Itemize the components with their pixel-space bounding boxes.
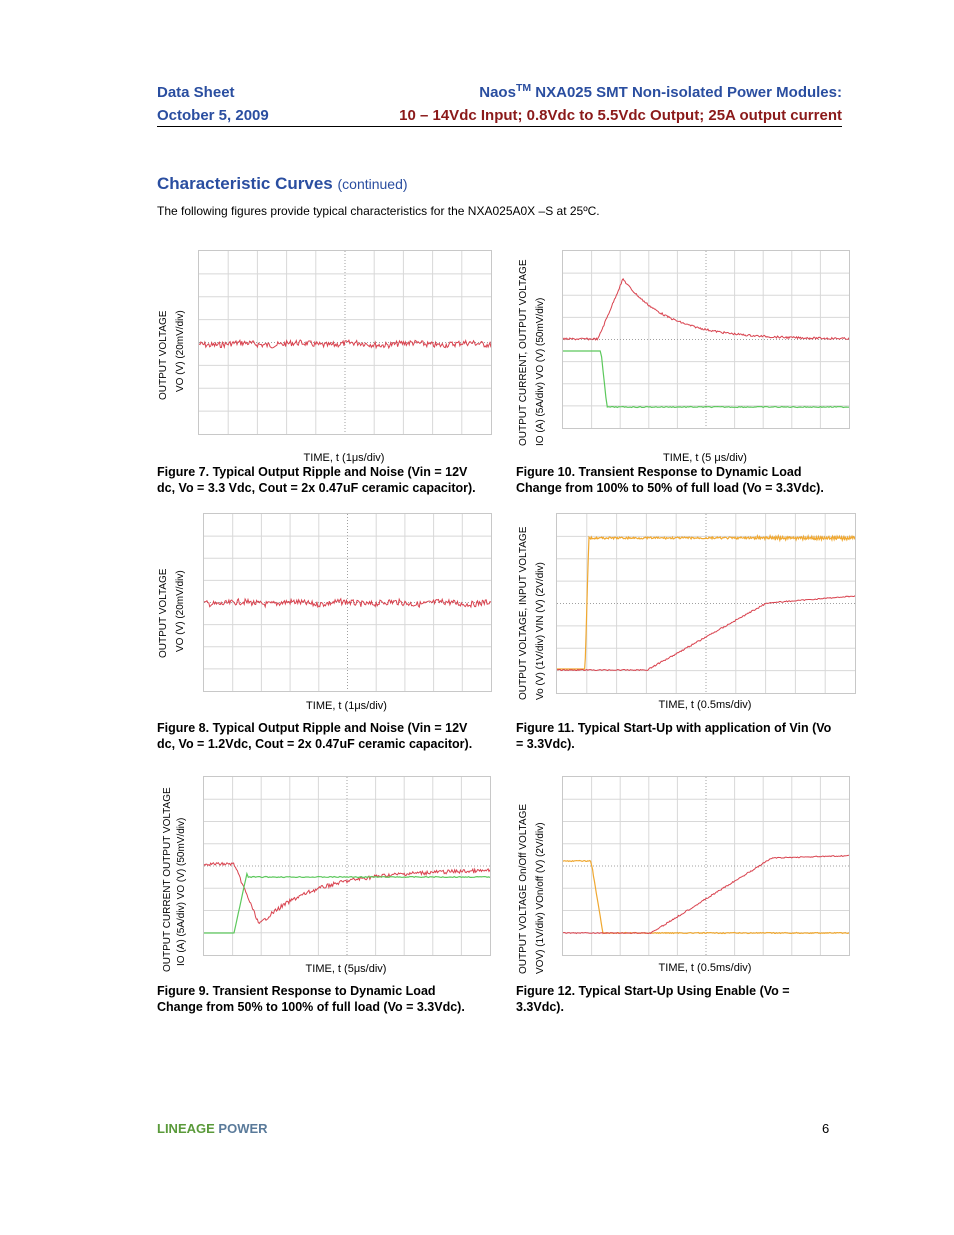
fig11-xlabel: TIME, t (0.5ms/div) — [658, 699, 752, 711]
fig8-caption — [157, 720, 472, 752]
fig7-svg — [199, 251, 491, 434]
product-series: NXA025 SMT Non-isolated Power Modules: — [531, 84, 842, 101]
fig8-svg — [204, 514, 491, 691]
header-rule — [157, 126, 842, 127]
fig12-plot — [562, 776, 850, 956]
fig8-plot — [203, 513, 492, 692]
fig12-svg — [563, 777, 849, 955]
fig8-xlabel: TIME, t (1μs/div) — [306, 700, 387, 712]
fig8-caption-line2: dc, Vo = 1.2Vdc, Cout = 2x 0.47uF ceramic capacitor). — [157, 737, 473, 751]
fig10-caption — [516, 464, 824, 496]
fig8-output-trace — [204, 599, 491, 607]
fig7-caption-line2: dc, Vo = 3.3 Vdc, Cout = 2x 0.47uF ceramic capacitor). — [157, 481, 476, 495]
fig7-xlabel: TIME, t (1μs/div) — [303, 452, 385, 464]
fig9-ylabel-2: IO (A) (5A/div) VO (V) (50mV/div) — [176, 817, 187, 966]
fig10-plot — [562, 250, 850, 429]
doc-type: Data Sheet — [157, 84, 235, 101]
section-title-text: Characteristic Curves — [157, 174, 333, 193]
fig12-caption-line1: Figure 12. Typical Start-Up Using Enable (Vo = — [516, 984, 790, 998]
fig11-svg — [557, 514, 855, 693]
fig10-caption-line2: Change from 100% to 50% of full load (Vo = 3.3Vdc). — [516, 481, 824, 495]
fig9-caption — [157, 983, 465, 1015]
footer-brand-2: POWER — [218, 1121, 268, 1136]
fig7-caption-line1: Figure 7. Typical Output Ripple and Noise (Vin = 12V — [157, 465, 468, 479]
fig12-caption — [516, 983, 790, 1015]
product-spec: 10 – 14Vdc Input; 0.8Vdc to 5.5Vdc Output; 25A output current — [399, 107, 842, 124]
fig12-caption-line2: 3.3Vdc). — [516, 1000, 564, 1014]
fig11-caption-line1: Figure 11. Typical Start-Up with application of Vin (Vo — [516, 721, 832, 735]
section-title — [157, 174, 408, 194]
fig9-ylabel-1: OUTPUT CURRENT OUTPUT VOLTAGE — [162, 787, 173, 972]
fig8-ylabel-2: VO (V) (20mV/div) — [175, 570, 186, 652]
fig11-vout-trace — [557, 596, 855, 671]
fig10-ylabel-1: OUTPUT CURRENT, OUTPUT VOLTAGE — [518, 259, 529, 446]
fig9-plot — [203, 776, 491, 956]
trademark: TM — [515, 82, 532, 94]
section-intro: The following figures provide typical characteristics for the NXA025A0X –S at 25ºC. — [157, 204, 600, 218]
fig9-voltage-trace — [204, 863, 490, 924]
footer-brand — [157, 1121, 268, 1136]
fig11-ylabel-1: OUTPUT VOLTAGE, INPUT VOLTAGE — [518, 526, 529, 700]
fig9-xlabel: TIME, t (5μs/div) — [305, 963, 387, 975]
fig8-ylabel-1: OUTPUT VOLTAGE — [158, 568, 169, 658]
fig11-caption-line2: = 3.3Vdc). — [516, 737, 575, 751]
product-title — [479, 82, 842, 101]
page-number: 6 — [822, 1121, 830, 1136]
fig10-xlabel: TIME, t (5 μs/div) — [663, 452, 747, 464]
fig12-ylabel-1: OUTPUT VOLTAGE On/Off VOLTAGE — [518, 803, 529, 974]
fig10-svg — [563, 251, 849, 428]
doc-date: October 5, 2009 — [157, 107, 269, 124]
fig11-caption — [516, 720, 831, 752]
fig9-caption-line2: Change from 50% to 100% of full load (Vo = 3.3Vdc). — [157, 1000, 465, 1014]
fig11-plot — [556, 513, 856, 694]
fig12-ylabel-2: VOV) (1V/div) VOn/off (V) (2V/div) — [535, 822, 546, 974]
fig9-caption-line1: Figure 9. Transient Response to Dynamic Load — [157, 984, 436, 998]
fig9-svg — [204, 777, 490, 955]
product-name: Naos — [479, 84, 516, 101]
fig7-plot — [198, 250, 492, 435]
fig10-caption-line1: Figure 10. Transient Response to Dynamic Load — [516, 465, 802, 479]
section-continued: (continued) — [337, 176, 408, 192]
fig7-caption — [157, 464, 476, 496]
fig11-ylabel-2: Vo (V) (1V/div) VIN (V) (2V/div) — [535, 562, 546, 700]
footer-brand-1: LINEAGE — [157, 1121, 215, 1136]
fig7-ylabel-2: VO (V) (20mV/div) — [175, 310, 186, 392]
fig8-caption-line1: Figure 8. Typical Output Ripple and Noise (Vin = 12V — [157, 721, 468, 735]
fig10-ylabel-2: IO (A) (5A/div) VO (V) (50mV/div) — [535, 297, 546, 446]
fig7-ylabel-1: OUTPUT VOLTAGE — [158, 310, 169, 400]
fig12-xlabel: TIME, t (0.5ms/div) — [658, 962, 752, 974]
